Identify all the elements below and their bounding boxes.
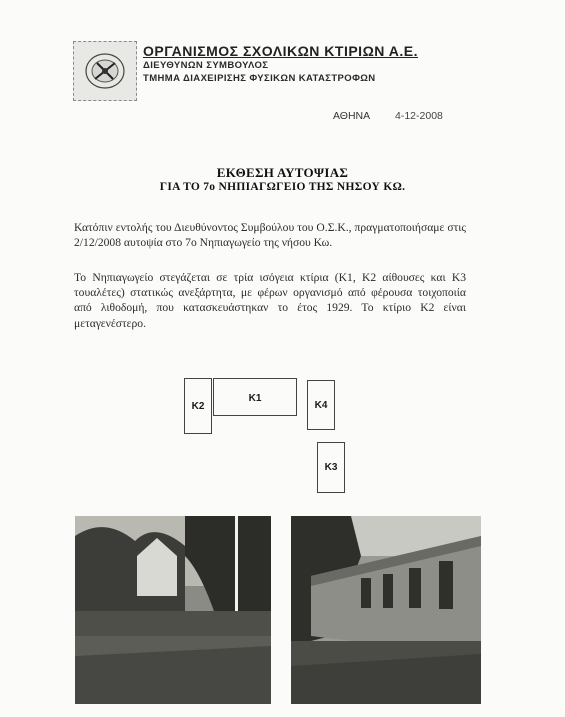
emblem-icon	[83, 51, 127, 91]
organization-logo	[73, 41, 137, 101]
document-date: 4-12-2008	[395, 110, 443, 122]
photo-building-facade	[291, 516, 481, 704]
building-k1: Κ1	[213, 378, 297, 416]
section-name: ΤΜΗΜΑ ΔΙΑΧΕΙΡΙΣΗΣ ΦΥΣΙΚΩΝ ΚΑΤΑΣΤΡΟΦΩΝ	[143, 73, 376, 84]
report-subtitle: ΓΙΑ ΤΟ 7ο ΝΗΠΙΑΓΩΓΕΙΟ ΤΗΣ ΝΗΣΟΥ ΚΩ.	[159, 181, 406, 193]
paragraph-inspection: Κατόπιν εντολής του Διευθύνοντος Συμβούλου του Ο.Σ.Κ., πραγματοποιήσαμε στις 2/12/2008 αυτοψία στο 7ο Νηπιαγωγείο της νήσου Κω.	[74, 221, 466, 250]
building-k4: Κ4	[307, 380, 335, 430]
organization-name: ΟΡΓΑΝΙΣΜΟΣ ΣΧΟΛΙΚΩΝ ΚΤΙΡΙΩΝ Α.Ε.	[143, 43, 418, 59]
building-k3: Κ3	[317, 442, 345, 493]
place-label: ΑΘΗΝΑ	[333, 110, 371, 122]
paragraph-buildings: Το Νηπιαγωγείο στεγάζεται σε τρία ισόγεια κτίρια (Κ1, Κ2 αίθουσες και Κ3 τουαλέτες) στατικώς ανεξάρτητα, με φέρων οργανισμό από φέρουσα τοιχοποιία από λιθοδομή, που κατασκευάστηκαν το έτος 1929. Το κτίριο Κ2 είναι μεταγενέστερο.	[74, 271, 466, 330]
building-k2: Κ2	[184, 378, 212, 434]
report-title: ΕΚΘΕΣΗ ΑΥΤΟΨΙΑΣ	[216, 165, 349, 180]
photo-schoolyard	[75, 516, 271, 704]
directorate-name: ΔΙΕΥΘΥΝΩΝ ΣΥΜΒΟΥΛΟΣ	[143, 60, 269, 71]
